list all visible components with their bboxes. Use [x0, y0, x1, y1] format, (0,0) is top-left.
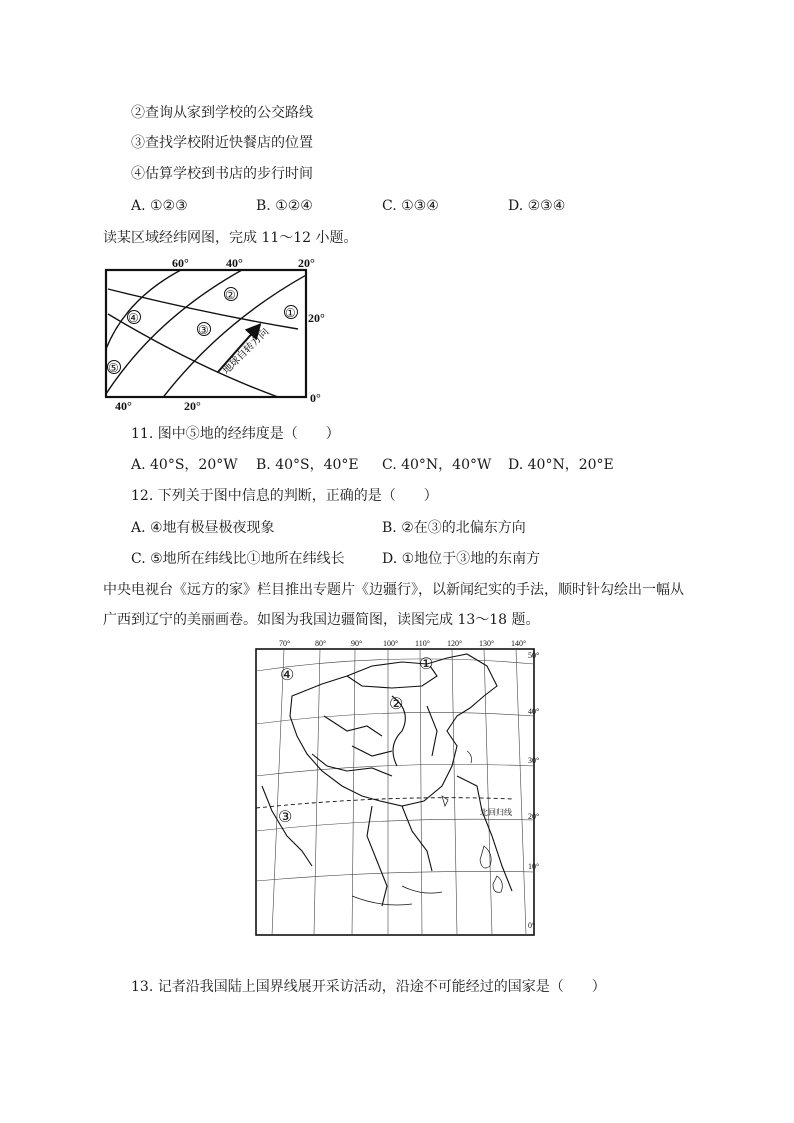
q11-option-c: C. 40°N，40°W	[382, 457, 492, 473]
region-4: ④	[280, 667, 295, 684]
lon-80: 80°	[315, 639, 327, 648]
lon-110: 110°	[415, 639, 430, 648]
point-1: ①	[285, 306, 296, 320]
right-label-0: 0°	[310, 391, 321, 405]
lat-0: 0°	[528, 921, 536, 930]
bottom-label-20: 20°	[184, 399, 201, 413]
region-2: ②	[389, 696, 404, 713]
point-3: ③	[198, 323, 209, 337]
q10-option-d: D. ②③④	[508, 198, 566, 214]
lat-50: 50°	[528, 651, 540, 660]
lon-140: 140°	[511, 639, 527, 648]
q12-option-d: D. ①地位于③地的东南方	[382, 551, 541, 567]
region-3: ③	[278, 809, 293, 826]
q10-option-c: C. ①③④	[382, 198, 439, 214]
q12-option-a: A. ④地有极昼极夜现象	[131, 520, 275, 536]
point-4: ④	[128, 311, 139, 325]
q12-option-b: B. ②在③的北偏东方向	[382, 520, 526, 536]
region-1: ①	[419, 656, 434, 673]
q10-item-3: ③查找学校附近快餐店的位置	[131, 135, 313, 151]
lat-20: 20°	[528, 812, 540, 821]
question-11: 11. 图中⑤地的经纬度是（ ）	[131, 426, 340, 442]
lon-120: 120°	[447, 639, 463, 648]
bottom-label-40: 40°	[115, 399, 132, 413]
point-5: ⑤	[108, 361, 119, 375]
graticule-map	[98, 254, 338, 414]
question-12: 12. 下列关于图中信息的判断，正确的是（ ）	[131, 488, 438, 504]
q12-option-c: C. ⑤地所在纬线比①地所在纬线长	[131, 551, 345, 567]
lon-130: 130°	[479, 639, 495, 648]
intro-13-18-line1: 中央电视台《远方的家》栏目推出专题片《边疆行》，以新闻纪实的手法，顺时针勾绘出一幅从	[103, 582, 684, 598]
q11-option-b: B. 40°S，40°E	[256, 457, 359, 473]
lat-40: 40°	[528, 707, 540, 716]
point-2: ②	[225, 288, 236, 302]
q10-option-a: A. ①②③	[131, 198, 188, 214]
top-label-20: 20°	[298, 256, 315, 270]
map-frame	[256, 649, 534, 935]
question-13: 13. 记者沿我国陆上国界线展开采访活动，沿途不可能经过的国家是（ ）	[131, 979, 606, 995]
lon-100: 100°	[383, 639, 399, 648]
lon-70: 70°	[279, 639, 291, 648]
lat-30: 30°	[528, 756, 540, 765]
q11-option-a: A. 40°S，20°W	[131, 457, 238, 473]
top-label-60: 60°	[172, 256, 189, 270]
intro-11-12: 读某区域经纬网图，完成 11～12 小题。	[103, 230, 358, 246]
q10-item-4: ④估算学校到书店的步行时间	[131, 166, 313, 182]
rotation-label: 地球自转方向	[220, 326, 272, 377]
intro-13-18-line2: 广西到辽宁的美丽画卷。如图为我国边疆简图，读图完成 13～18 题。	[103, 612, 540, 628]
right-label-20: 20°	[308, 311, 325, 325]
lon-90: 90°	[351, 639, 363, 648]
china-border-map	[252, 636, 544, 941]
lat-10: 10°	[528, 862, 540, 871]
q10-option-b: B. ①②④	[256, 198, 313, 214]
q11-option-d: D. 40°N，20°E	[508, 457, 614, 473]
top-label-40: 40°	[226, 256, 243, 270]
q10-item-2: ②查询从家到学校的公交路线	[131, 105, 313, 121]
tropic-label: 北回归线	[480, 808, 512, 817]
